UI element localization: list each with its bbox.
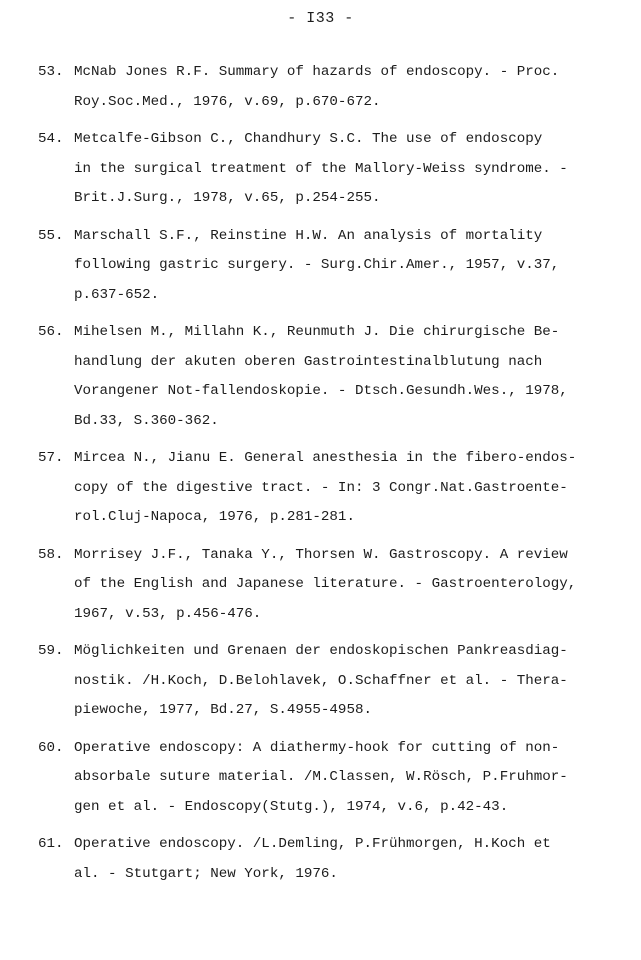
reference-line: Metcalfe-Gibson C., Chandhury S.C. The use of endoscopy: [74, 131, 543, 147]
reference-line: Vorangener Not-fallendoskopie. - Dtsch.Gesundh.Wes., 1978,: [74, 383, 568, 399]
reference-number: 58.: [38, 546, 64, 563]
reference-line: copy of the digestive tract. - In: 3 Congr.Nat.Gastroente-: [74, 479, 568, 496]
reference-line: handlung der akuten oberen Gastrointestinalblutung nach: [74, 353, 543, 370]
reference-item: [38, 830, 623, 889]
reference-line: Bd.33, S.360-362.: [74, 412, 219, 429]
reference-text: [74, 444, 623, 533]
reference-line: Operative endoscopy. /L.Demling, P.Frühmorgen, H.Koch et: [74, 836, 551, 852]
reference-text: [74, 637, 623, 726]
reference-item: [38, 734, 623, 823]
reference-text: [74, 541, 623, 630]
page-number: - I33 -: [287, 10, 354, 27]
reference-item: [38, 58, 623, 117]
reference-item: [38, 125, 623, 214]
reference-item: [38, 444, 623, 533]
reference-item: [38, 222, 623, 311]
reference-line: al. - Stutgart; New York, 1976.: [74, 865, 338, 882]
reference-number: 59.: [38, 643, 64, 659]
reference-line: McNab Jones R.F. Summary of hazards of endoscopy. - Proc.: [74, 64, 560, 80]
reference-line: nostik. /H.Koch, D.Belohlavek, O.Schaffner et al. - Thera-: [74, 672, 568, 689]
reference-number: 60.: [38, 739, 64, 756]
reference-line: absorbale suture material. /M.Classen, W.Rösch, P.Fruhmor-: [74, 769, 568, 785]
reference-line: following gastric surgery. - Surg.Chir.Amer., 1957, v.37,: [74, 257, 560, 273]
reference-line: rol.Cluj-Napoca, 1976, p.281-281.: [74, 509, 355, 525]
reference-text: [74, 830, 623, 889]
reference-item: [38, 637, 623, 726]
reference-line: 1967, v.53, p.456-476.: [74, 605, 262, 622]
reference-number: 54.: [38, 131, 64, 147]
reference-number: 61.: [38, 836, 64, 852]
reference-line: Operative endoscopy: A diathermy-hook for cutting of non-: [74, 739, 560, 756]
reference-item: [38, 318, 623, 436]
reference-line: Marschall S.F., Reinstine H.W. An analysis of mortality: [74, 227, 543, 244]
reference-line: Mircea N., Jianu E. General anesthesia in the fibero-endos-: [74, 450, 577, 466]
reference-line: Roy.Soc.Med., 1976, v.69, p.670-672.: [74, 93, 381, 110]
reference-text: [74, 734, 623, 823]
reference-line: gen et al. - Endoscopy(Stutg.), 1974, v.6, p.42-43.: [74, 798, 509, 815]
reference-number: 55.: [38, 227, 64, 244]
reference-text: [74, 58, 623, 117]
reference-text: [74, 222, 623, 311]
reference-number: 57.: [38, 450, 64, 466]
reference-line: Möglichkeiten und Grenaen der endoskopischen Pankreasdiag-: [74, 643, 568, 659]
reference-line: Morrisey J.F., Tanaka Y., Thorsen W. Gastroscopy. A review: [74, 546, 568, 563]
reference-line: Brit.J.Surg., 1978, v.65, p.254-255.: [74, 190, 381, 206]
reference-line: p.637-652.: [74, 286, 160, 303]
reference-line: in the surgical treatment of the Mallory-Weiss syndrome. -: [74, 160, 568, 177]
reference-item: [38, 541, 623, 630]
reference-text: [74, 125, 623, 214]
reference-list: [38, 58, 623, 897]
reference-line: Mihelsen M., Millahn K., Reunmuth J. Die chirurgische Be-: [74, 324, 560, 340]
reference-number: 56.: [38, 324, 64, 340]
reference-line: piewoche, 1977, Bd.27, S.4955-4958.: [74, 702, 372, 718]
reference-line: of the English and Japanese literature. - Gastroenterology,: [74, 576, 577, 592]
reference-text: [74, 318, 623, 436]
reference-number: 53.: [38, 64, 64, 80]
